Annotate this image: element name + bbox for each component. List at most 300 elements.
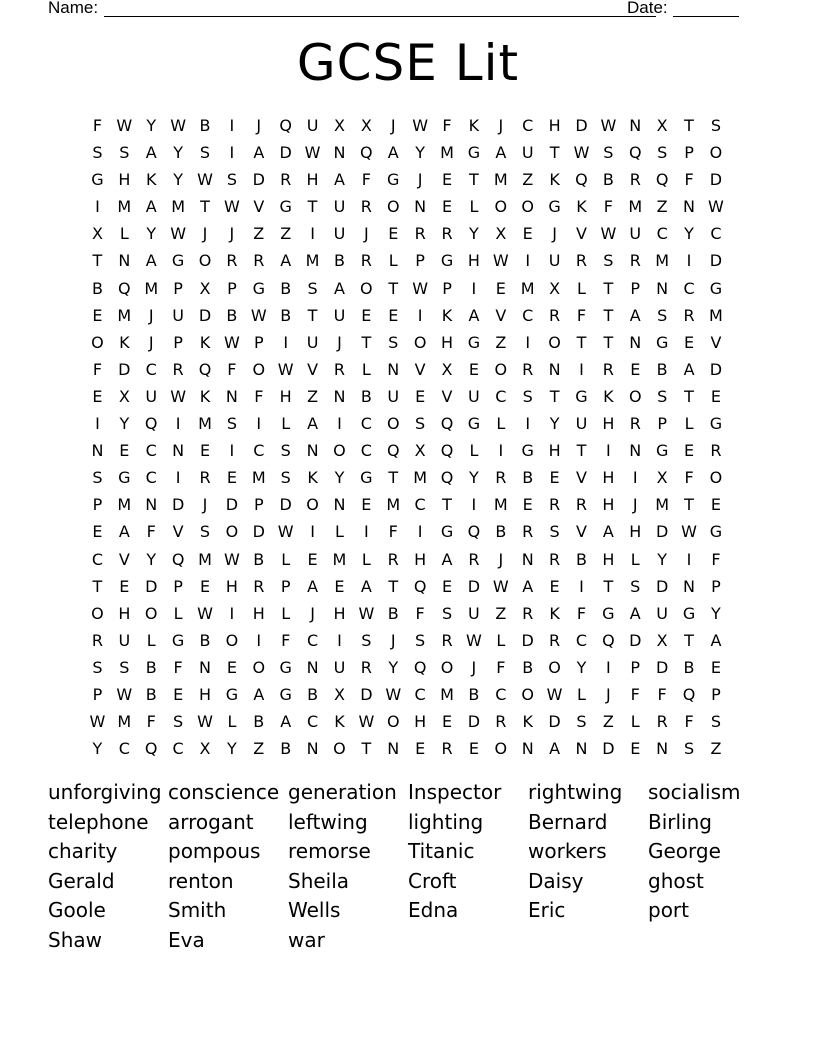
grid-cell[interactable]: J: [202, 495, 208, 515]
grid-cell[interactable]: H: [441, 332, 454, 352]
grid-cell[interactable]: Q: [628, 143, 642, 163]
grid-cell[interactable]: W: [358, 712, 375, 732]
grid-cell[interactable]: K: [603, 386, 614, 406]
grid-cell[interactable]: B: [522, 468, 534, 488]
grid-cell[interactable]: Q: [440, 468, 454, 488]
grid-cell[interactable]: S: [92, 143, 103, 163]
grid-cell[interactable]: F: [684, 712, 694, 732]
grid-cell[interactable]: N: [521, 549, 534, 569]
grid-cell[interactable]: A: [333, 170, 345, 190]
grid-cell[interactable]: U: [145, 386, 158, 406]
grid-cell[interactable]: H: [602, 549, 615, 569]
grid-cell[interactable]: A: [629, 603, 641, 623]
grid-cell[interactable]: S: [657, 386, 668, 406]
grid-cell[interactable]: P: [280, 576, 291, 596]
grid-cell[interactable]: I: [417, 305, 423, 325]
grid-cell[interactable]: E: [549, 468, 560, 488]
grid-cell[interactable]: S: [280, 468, 291, 488]
grid-cell[interactable]: P: [92, 684, 103, 704]
grid-cell[interactable]: X: [656, 116, 668, 135]
grid-cell[interactable]: U: [306, 332, 319, 352]
grid-cell[interactable]: E: [683, 332, 695, 352]
grid-cell[interactable]: W: [170, 224, 187, 244]
grid-cell[interactable]: N: [333, 495, 346, 515]
grid-cell[interactable]: F: [92, 116, 103, 135]
grid-cell[interactable]: Z: [253, 739, 265, 759]
grid-cell[interactable]: E: [119, 441, 130, 461]
grid-cell[interactable]: U: [548, 251, 561, 271]
grid-cell[interactable]: F: [442, 116, 452, 135]
grid-cell[interactable]: Y: [415, 143, 426, 163]
grid-cell[interactable]: N: [306, 657, 319, 677]
grid-cell[interactable]: U: [333, 305, 346, 325]
grid-cell[interactable]: L: [496, 414, 506, 434]
grid-cell[interactable]: R: [360, 197, 372, 217]
grid-cell[interactable]: X: [656, 630, 668, 650]
grid-cell[interactable]: I: [606, 657, 611, 677]
grid-cell[interactable]: B: [387, 603, 399, 623]
grid-cell[interactable]: H: [252, 603, 265, 623]
grid-cell[interactable]: I: [95, 414, 100, 434]
grid-cell[interactable]: F: [388, 522, 398, 542]
grid-cell[interactable]: A: [118, 522, 130, 542]
grid-cell[interactable]: U: [521, 143, 534, 163]
grid-cell[interactable]: O: [360, 278, 373, 298]
grid-cell[interactable]: H: [333, 603, 346, 623]
grid-cell[interactable]: T: [576, 332, 587, 352]
grid-cell[interactable]: E: [388, 305, 399, 325]
grid-cell[interactable]: B: [199, 630, 211, 650]
grid-cell[interactable]: Y: [227, 739, 237, 759]
grid-cell[interactable]: I: [256, 414, 262, 434]
grid-cell[interactable]: W: [681, 522, 697, 542]
grid-cell[interactable]: H: [306, 170, 319, 190]
grid-cell[interactable]: M: [709, 305, 723, 325]
grid-cell[interactable]: W: [600, 224, 617, 244]
grid-cell[interactable]: F: [576, 603, 587, 623]
grid-cell[interactable]: E: [441, 170, 453, 190]
grid-cell[interactable]: N: [333, 386, 346, 406]
grid-cell[interactable]: H: [414, 549, 427, 569]
grid-cell[interactable]: R: [495, 468, 507, 488]
grid-cell[interactable]: C: [91, 549, 104, 569]
grid-cell[interactable]: T: [549, 386, 560, 406]
grid-cell[interactable]: G: [467, 332, 481, 352]
grid-cell[interactable]: B: [307, 684, 319, 704]
grid-cell[interactable]: D: [198, 305, 212, 325]
grid-cell[interactable]: I: [95, 197, 100, 217]
grid-cell[interactable]: I: [417, 522, 423, 542]
grid-cell[interactable]: X: [441, 359, 453, 379]
grid-cell[interactable]: U: [468, 603, 480, 623]
grid-cell[interactable]: G: [709, 278, 723, 298]
grid-cell[interactable]: T: [576, 441, 587, 461]
grid-cell[interactable]: L: [281, 549, 291, 569]
grid-cell[interactable]: G: [548, 197, 561, 217]
grid-cell[interactable]: V: [495, 305, 507, 325]
grid-cell[interactable]: N: [683, 576, 696, 596]
grid-cell[interactable]: W: [412, 278, 429, 298]
grid-cell[interactable]: A: [360, 576, 372, 596]
grid-cell[interactable]: Y: [146, 224, 157, 244]
grid-cell[interactable]: B: [199, 116, 211, 135]
grid-cell[interactable]: S: [710, 712, 721, 732]
grid-cell[interactable]: E: [441, 197, 453, 217]
grid-cell[interactable]: H: [118, 603, 131, 623]
grid-cell[interactable]: C: [414, 495, 426, 515]
grid-cell[interactable]: R: [387, 549, 399, 569]
grid-cell[interactable]: T: [92, 251, 103, 271]
grid-cell[interactable]: W: [223, 197, 240, 217]
grid-cell[interactable]: E: [549, 576, 560, 596]
grid-cell[interactable]: I: [498, 441, 504, 461]
grid-cell[interactable]: J: [202, 224, 208, 244]
grid-cell[interactable]: L: [281, 603, 291, 623]
grid-cell[interactable]: R: [522, 359, 534, 379]
grid-cell[interactable]: L: [227, 712, 237, 732]
grid-cell[interactable]: W: [197, 170, 213, 190]
grid-cell[interactable]: R: [522, 603, 534, 623]
grid-cell[interactable]: Z: [307, 386, 319, 406]
grid-cell[interactable]: M: [493, 170, 508, 190]
grid-cell[interactable]: N: [306, 739, 319, 759]
grid-cell[interactable]: H: [414, 712, 427, 732]
grid-cell[interactable]: D: [225, 495, 239, 515]
grid-cell[interactable]: C: [253, 441, 265, 461]
grid-cell[interactable]: D: [709, 251, 723, 271]
grid-cell[interactable]: H: [602, 495, 615, 515]
grid-cell[interactable]: T: [603, 332, 614, 352]
grid-cell[interactable]: Q: [198, 359, 212, 379]
grid-cell[interactable]: E: [119, 576, 130, 596]
grid-cell[interactable]: L: [281, 414, 291, 434]
grid-cell[interactable]: W: [277, 522, 294, 542]
grid-cell[interactable]: E: [683, 441, 695, 461]
grid-cell[interactable]: V: [576, 224, 587, 244]
grid-cell[interactable]: G: [655, 441, 669, 461]
grid-cell[interactable]: A: [441, 549, 453, 569]
grid-cell[interactable]: W: [170, 386, 187, 406]
grid-cell[interactable]: R: [656, 712, 668, 732]
grid-cell[interactable]: O: [91, 603, 104, 623]
grid-cell[interactable]: G: [440, 251, 454, 271]
grid-cell[interactable]: N: [629, 441, 642, 461]
grid-cell[interactable]: M: [440, 143, 454, 163]
grid-cell[interactable]: U: [468, 386, 480, 406]
grid-cell[interactable]: K: [199, 386, 211, 406]
grid-cell[interactable]: I: [686, 251, 692, 271]
grid-cell[interactable]: T: [307, 305, 318, 325]
grid-cell[interactable]: F: [684, 170, 694, 190]
grid-cell[interactable]: E: [522, 224, 533, 244]
grid-cell[interactable]: R: [683, 305, 695, 325]
grid-cell[interactable]: F: [576, 305, 587, 325]
grid-cell[interactable]: B: [333, 251, 345, 271]
grid-cell[interactable]: J: [552, 224, 557, 244]
grid-cell[interactable]: S: [710, 116, 721, 135]
grid-cell[interactable]: D: [548, 712, 561, 732]
grid-cell[interactable]: I: [175, 414, 181, 434]
grid-cell[interactable]: T: [307, 197, 318, 217]
grid-cell[interactable]: F: [496, 657, 506, 677]
grid-cell[interactable]: N: [91, 441, 104, 461]
grid-cell[interactable]: B: [91, 278, 103, 298]
grid-cell[interactable]: T: [684, 630, 694, 650]
grid-cell[interactable]: A: [629, 305, 641, 325]
name-field-line[interactable]: [104, 16, 656, 17]
grid-cell[interactable]: E: [388, 224, 399, 244]
grid-cell[interactable]: J: [390, 116, 396, 135]
grid-cell[interactable]: G: [252, 278, 265, 298]
grid-cell[interactable]: D: [521, 630, 534, 650]
grid-cell[interactable]: L: [335, 522, 344, 542]
grid-cell[interactable]: X: [91, 224, 103, 244]
grid-cell[interactable]: A: [683, 359, 695, 379]
grid-cell[interactable]: N: [629, 332, 642, 352]
grid-cell[interactable]: R: [441, 224, 453, 244]
grid-cell[interactable]: T: [388, 278, 399, 298]
grid-cell[interactable]: J: [632, 495, 638, 515]
grid-cell[interactable]: W: [573, 143, 590, 163]
grid-cell[interactable]: G: [118, 468, 131, 488]
grid-cell[interactable]: O: [252, 657, 266, 677]
grid-cell[interactable]: S: [173, 712, 184, 732]
grid-cell[interactable]: X: [414, 441, 426, 461]
grid-cell[interactable]: B: [280, 278, 292, 298]
grid-cell[interactable]: A: [145, 197, 157, 217]
grid-cell[interactable]: O: [628, 386, 642, 406]
grid-cell[interactable]: D: [655, 576, 669, 596]
grid-cell[interactable]: K: [576, 197, 587, 217]
grid-cell[interactable]: I: [471, 495, 477, 515]
grid-cell[interactable]: K: [522, 712, 533, 732]
grid-cell[interactable]: R: [575, 495, 588, 515]
grid-cell[interactable]: L: [119, 224, 129, 244]
grid-cell[interactable]: Q: [118, 278, 131, 298]
grid-cell[interactable]: W: [223, 332, 240, 352]
grid-cell[interactable]: W: [358, 603, 375, 623]
grid-cell[interactable]: R: [333, 359, 346, 379]
grid-cell[interactable]: U: [387, 386, 400, 406]
grid-cell[interactable]: P: [92, 495, 103, 515]
grid-cell[interactable]: S: [415, 630, 426, 650]
grid-cell[interactable]: N: [306, 441, 319, 461]
grid-cell[interactable]: W: [546, 684, 563, 704]
grid-cell[interactable]: T: [549, 143, 560, 163]
grid-cell[interactable]: S: [603, 251, 614, 271]
grid-cell[interactable]: G: [575, 386, 588, 406]
grid-cell[interactable]: E: [199, 576, 211, 596]
grid-cell[interactable]: I: [229, 143, 235, 163]
grid-cell[interactable]: P: [630, 278, 641, 298]
grid-cell[interactable]: P: [684, 143, 694, 163]
grid-cell[interactable]: U: [333, 224, 346, 244]
grid-cell[interactable]: O: [548, 657, 561, 677]
grid-cell[interactable]: G: [279, 657, 292, 677]
grid-cell[interactable]: A: [280, 712, 292, 732]
grid-cell[interactable]: F: [281, 630, 291, 650]
grid-cell[interactable]: Y: [388, 657, 399, 677]
grid-cell[interactable]: H: [602, 414, 615, 434]
grid-cell[interactable]: U: [118, 630, 131, 650]
grid-cell[interactable]: R: [629, 251, 641, 271]
grid-cell[interactable]: R: [602, 359, 614, 379]
grid-cell[interactable]: R: [468, 549, 480, 569]
grid-cell[interactable]: T: [603, 305, 614, 325]
grid-cell[interactable]: O: [252, 359, 266, 379]
grid-cell[interactable]: X: [360, 116, 372, 135]
grid-cell[interactable]: I: [632, 468, 638, 488]
grid-cell[interactable]: M: [117, 712, 132, 732]
grid-cell[interactable]: L: [173, 603, 183, 623]
grid-cell[interactable]: D: [279, 143, 292, 163]
grid-cell[interactable]: F: [657, 684, 667, 704]
grid-cell[interactable]: O: [521, 684, 534, 704]
grid-cell[interactable]: P: [415, 251, 425, 271]
grid-cell[interactable]: K: [549, 170, 560, 190]
grid-cell[interactable]: H: [629, 522, 642, 542]
grid-cell[interactable]: Z: [602, 712, 614, 732]
grid-cell[interactable]: S: [388, 332, 399, 352]
grid-cell[interactable]: O: [91, 332, 104, 352]
grid-cell[interactable]: K: [307, 468, 318, 488]
grid-cell[interactable]: S: [441, 603, 453, 623]
grid-cell[interactable]: H: [602, 468, 615, 488]
grid-cell[interactable]: A: [280, 251, 292, 271]
grid-cell[interactable]: L: [361, 549, 371, 569]
grid-cell[interactable]: E: [226, 468, 237, 488]
grid-cell[interactable]: C: [145, 359, 157, 379]
grid-cell[interactable]: I: [256, 630, 262, 650]
grid-cell[interactable]: D: [629, 630, 642, 650]
grid-cell[interactable]: Y: [576, 657, 587, 677]
grid-cell[interactable]: E: [173, 684, 184, 704]
grid-cell[interactable]: L: [496, 630, 506, 650]
grid-cell[interactable]: I: [283, 332, 289, 352]
grid-cell[interactable]: Q: [440, 441, 454, 461]
grid-cell[interactable]: O: [386, 197, 400, 217]
grid-cell[interactable]: C: [495, 386, 507, 406]
grid-cell[interactable]: I: [606, 441, 611, 461]
grid-cell[interactable]: P: [711, 684, 721, 704]
grid-cell[interactable]: R: [360, 251, 372, 271]
grid-cell[interactable]: M: [628, 197, 643, 217]
grid-cell[interactable]: X: [495, 224, 507, 244]
grid-cell[interactable]: I: [310, 522, 315, 542]
grid-cell[interactable]: R: [549, 630, 561, 650]
grid-cell[interactable]: G: [171, 251, 185, 271]
grid-cell[interactable]: B: [253, 712, 265, 732]
grid-cell[interactable]: H: [548, 441, 561, 461]
grid-cell[interactable]: E: [307, 549, 318, 569]
grid-cell[interactable]: H: [118, 170, 131, 190]
grid-cell[interactable]: D: [467, 712, 481, 732]
grid-cell[interactable]: I: [229, 603, 235, 623]
grid-cell[interactable]: Q: [575, 170, 588, 190]
grid-cell[interactable]: O: [494, 739, 508, 759]
grid-cell[interactable]: L: [577, 684, 586, 704]
grid-cell[interactable]: E: [361, 495, 372, 515]
grid-cell[interactable]: D: [709, 359, 723, 379]
grid-cell[interactable]: R: [253, 576, 265, 596]
grid-cell[interactable]: U: [333, 197, 346, 217]
grid-cell[interactable]: Y: [119, 414, 130, 434]
grid-cell[interactable]: Z: [656, 197, 668, 217]
grid-cell[interactable]: A: [387, 143, 399, 163]
grid-cell[interactable]: A: [468, 305, 480, 325]
grid-cell[interactable]: E: [710, 657, 721, 677]
grid-cell[interactable]: Y: [173, 170, 183, 190]
grid-cell[interactable]: B: [575, 549, 587, 569]
grid-cell[interactable]: D: [709, 170, 723, 190]
grid-cell[interactable]: E: [199, 441, 211, 461]
grid-cell[interactable]: A: [145, 251, 157, 271]
grid-cell[interactable]: K: [145, 170, 157, 190]
grid-cell[interactable]: H: [198, 684, 212, 704]
grid-cell[interactable]: I: [337, 414, 342, 434]
grid-cell[interactable]: N: [683, 197, 696, 217]
grid-cell[interactable]: Y: [684, 224, 694, 244]
grid-cell[interactable]: Q: [655, 170, 669, 190]
grid-cell[interactable]: E: [92, 305, 103, 325]
grid-cell[interactable]: N: [548, 359, 561, 379]
grid-cell[interactable]: C: [683, 278, 695, 298]
grid-cell[interactable]: C: [575, 630, 588, 650]
grid-cell[interactable]: Y: [711, 603, 721, 623]
grid-cell[interactable]: S: [361, 630, 372, 650]
grid-cell[interactable]: M: [251, 468, 266, 488]
grid-cell[interactable]: G: [709, 522, 723, 542]
grid-cell[interactable]: S: [603, 143, 614, 163]
grid-cell[interactable]: W: [116, 684, 133, 704]
grid-cell[interactable]: I: [525, 414, 531, 434]
grid-cell[interactable]: M: [171, 197, 186, 217]
grid-cell[interactable]: D: [145, 576, 158, 596]
grid-cell[interactable]: G: [387, 170, 400, 190]
grid-cell[interactable]: A: [495, 143, 507, 163]
grid-cell[interactable]: C: [656, 224, 668, 244]
grid-cell[interactable]: Q: [171, 549, 185, 569]
grid-cell[interactable]: O: [386, 414, 400, 434]
grid-cell[interactable]: S: [280, 441, 291, 461]
grid-cell[interactable]: I: [337, 630, 342, 650]
grid-cell[interactable]: H: [548, 116, 561, 135]
grid-cell[interactable]: R: [629, 170, 641, 190]
grid-cell[interactable]: D: [655, 657, 669, 677]
grid-cell[interactable]: A: [333, 278, 345, 298]
grid-cell[interactable]: X: [333, 684, 345, 704]
grid-cell[interactable]: E: [441, 576, 453, 596]
grid-cell[interactable]: R: [360, 657, 372, 677]
grid-cell[interactable]: R: [710, 441, 722, 461]
grid-cell[interactable]: E: [92, 386, 103, 406]
grid-cell[interactable]: S: [226, 414, 237, 434]
grid-cell[interactable]: C: [360, 441, 372, 461]
grid-cell[interactable]: B: [253, 549, 265, 569]
grid-cell[interactable]: E: [630, 359, 641, 379]
grid-cell[interactable]: F: [361, 170, 371, 190]
grid-cell[interactable]: Q: [386, 441, 400, 461]
grid-cell[interactable]: G: [440, 522, 454, 542]
grid-cell[interactable]: C: [145, 468, 157, 488]
grid-cell[interactable]: N: [656, 739, 669, 759]
grid-cell[interactable]: Q: [144, 414, 158, 434]
grid-cell[interactable]: R: [629, 414, 641, 434]
grid-cell[interactable]: M: [655, 251, 670, 271]
grid-cell[interactable]: S: [549, 522, 560, 542]
grid-cell[interactable]: F: [146, 522, 156, 542]
grid-cell[interactable]: B: [145, 684, 157, 704]
